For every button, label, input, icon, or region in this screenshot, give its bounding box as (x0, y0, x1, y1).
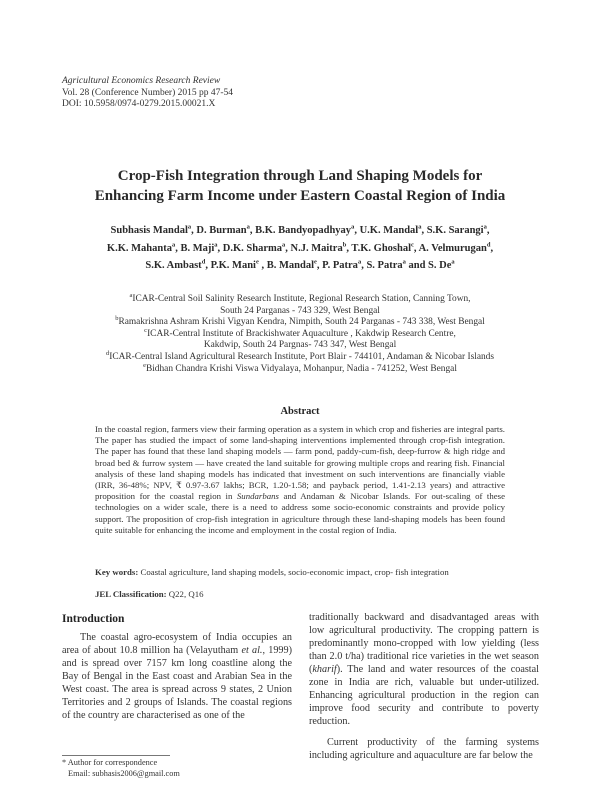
jel-classification (95, 589, 515, 600)
affiliation-text: Bidhan Chandra Krishi Viswa Vidyalaya, Mohanpur, Nadia - 741252, West Bengal (145, 363, 457, 374)
italic-term-kharif: kharif (312, 663, 337, 675)
abstract-text: and Andaman & Nicobar Islands. For out-scaling of these technologies on a wider scale, there is a need to address some socio-economic constraints and provide policy support. The proposition of crop-fish integration in agriculture through these land-shaping models has been found quite suitable for enhancing the income and employment in the costal region of India. (95, 491, 505, 535)
column-right (309, 612, 539, 762)
title-line-1: Crop-Fish Integration through Land Shaping Models for (117, 168, 483, 184)
author-affiliation-mark: a (483, 223, 487, 231)
affiliation-line (60, 361, 540, 376)
affiliation-text: South 24 Parganas - 743 329, West Bengal (220, 305, 380, 316)
author-affiliation-mark: c (411, 241, 414, 248)
author-name: , S.K. Sarangi (421, 225, 484, 236)
paragraph-text: , 1999) and is spread over 7157 km long coastline along the Bay of Bengal in the East coast and Arabian Sea in the West coast. The area is spread across 9 states, 2 Union Territories and 2 groups of Islands. The coastal regions of the country are characterised as one of the (62, 644, 292, 721)
keywords-text: Coastal agriculture, land shaping models, socio-economic impact, crop- fish integration (138, 567, 449, 577)
jel-label: JEL Classification: (95, 589, 167, 599)
affiliation-line (60, 340, 540, 352)
paragraph (309, 612, 539, 729)
journal-name: Agricultural Economics Research Review (62, 76, 221, 86)
author-name: , T.K. Ghoshal (346, 242, 412, 254)
affiliation-text: Kakdwip, South 24 Pargnas- 743 347, West Bengal (203, 340, 397, 351)
affiliation-line (60, 326, 540, 341)
keywords-label: Key words: (95, 567, 139, 577)
abstract-italic-term: Sundarbans (236, 491, 279, 502)
affiliation-mark: e (143, 361, 146, 369)
author-name: and S. De (405, 260, 452, 271)
author-separator: , (486, 225, 490, 236)
affiliation-text: ICAR-Central Island Agricultural Research Institute, Port Blair - 744101, Andaman & Nicobar Islands (109, 351, 495, 362)
author-affiliation-mark: a (351, 223, 355, 231)
author-name: , B. Maji (175, 242, 215, 254)
author-separator: , (490, 242, 494, 254)
author-affiliation-mark: a (187, 223, 192, 231)
affiliation-mark: b (115, 315, 119, 323)
author-line-3 (72, 257, 528, 275)
abstract-body (95, 424, 505, 536)
affiliation-mark: d (105, 349, 110, 357)
affiliation-mark: c (144, 326, 148, 334)
footnote (62, 758, 180, 779)
affiliation-line (60, 317, 540, 329)
author-line-1 (72, 222, 528, 240)
affiliation-line (60, 349, 540, 364)
author-affiliation-mark: e (314, 258, 317, 266)
author-name: K.K. Mahanta (106, 242, 172, 254)
affiliation-text: ICAR-Central Soil Salinity Research Institute, Regional Research Station, Canning Town, (132, 294, 471, 304)
author-name: Subhasis Mandal (110, 225, 188, 236)
column-left (62, 612, 292, 723)
keywords (95, 567, 515, 578)
paragraph (62, 632, 292, 723)
author-affiliation-mark: a (357, 258, 362, 266)
section-heading-introduction: Introduction (62, 613, 125, 625)
author-name: , S. Patra (361, 260, 403, 271)
author-name: , B.K. Bandyopadhyay (249, 225, 352, 236)
affiliation-text: ICAR-Central Institute of Brackishwater Aquaculture , Kakdwip Research Centre, (147, 328, 456, 339)
abstract-text: In the coastal region, farmers view their farming operation as a system in which crop and fisheries are integral parts. The paper has studied the impact of some land-shaping interventions implemented through crop-fish integration. The paper has found that these land shaping models — farm pond, paddy-cum-fish, deep-furrow & high ridge and broad bed & furrow system — have created the land suitable for growing multiple crops and rearing fish. Financial analysis of these land shaping models has indicated that investment on such interventions are financially viable (IRR, 36-48%; NPV, ₹ 0.97-3.67 lakhs; BCR, 1.20-1.58; and payback period, 1.41-2.13 years) and attractive proposition for the coastal region in (95, 424, 505, 502)
paper-title (60, 166, 540, 206)
footnote-email: Email: subhasis2006@gmail.com (68, 768, 180, 778)
author-name: , P.K. Mani (205, 260, 256, 271)
author-name: , N.J. Maitra (285, 242, 343, 254)
footnote-rule (62, 755, 170, 756)
title-line-2: Enhancing Farm Income under Eastern Coastal Region of India (94, 188, 506, 204)
author-name: , D.K. Sharma (217, 242, 282, 254)
author-name: , B. Mandal (258, 260, 315, 271)
journal-header (62, 76, 233, 111)
paragraph-text: ). The land and water resources of the coastal zone in India are rich, valuable but under-utilized. Enhancing agricultural production in the region can improve food security and contribute to poverty reduction. (309, 663, 539, 727)
author-name: , D. Burman (191, 225, 247, 236)
citation-etal: et al. (241, 644, 263, 656)
jel-text: Q22, Q16 (166, 589, 204, 599)
author-name: , A. Velmurugan (413, 242, 487, 254)
author-affiliation-mark: a (171, 241, 176, 248)
paragraph: Current productivity of the farming systems including agriculture and aquaculture are far below the (309, 736, 539, 761)
affiliation-text: Ramakrishna Ashram Krishi Vigyan Kendra, Nimpith, South 24 Parganas - 743 338, West Bengal (118, 317, 485, 328)
author-affiliation-mark: a (282, 241, 286, 248)
author-list (72, 222, 528, 275)
footnote-author: * Author for correspondence (62, 758, 158, 767)
author-affiliation-mark: d (201, 258, 206, 266)
affiliation-line (60, 306, 540, 318)
affiliation-mark: a (129, 291, 133, 299)
author-name: , U.K. Mandal (354, 225, 419, 236)
affiliation-line (60, 291, 540, 306)
author-affiliation-mark: e (255, 258, 259, 266)
author-affiliation-mark: a (451, 258, 455, 266)
author-line-2 (72, 240, 528, 258)
author-affiliation-mark: b (342, 241, 347, 248)
paragraph-text: traditionally backward and disadvantaged areas with low agricultural productivity. The cropping pattern is predominantly mono-cropped with low yielding (less than 2.0 t/ha) traditional rice varieties in the wet season ( (309, 612, 539, 675)
author-affiliation-mark: a (402, 258, 406, 266)
affiliation-list (60, 291, 540, 375)
author-name: S.K. Ambast (145, 260, 202, 271)
author-affiliation-mark: a (214, 241, 218, 248)
author-affiliation-mark: d (486, 241, 491, 248)
journal-doi: DOI: 10.5958/0974-0279.2015.00021.X (62, 99, 216, 109)
journal-volume: Vol. 28 (Conference Number) 2015 pp 47-54 (62, 87, 234, 98)
author-affiliation-mark: a (246, 223, 250, 231)
author-name: , P. Patra (316, 260, 358, 271)
abstract-heading: Abstract (280, 406, 320, 417)
author-affiliation-mark: a (418, 223, 422, 231)
paragraph-text: The coastal agro-ecosystem of India occupies an area of about 10.8 million ha (Velayutham (62, 632, 292, 656)
